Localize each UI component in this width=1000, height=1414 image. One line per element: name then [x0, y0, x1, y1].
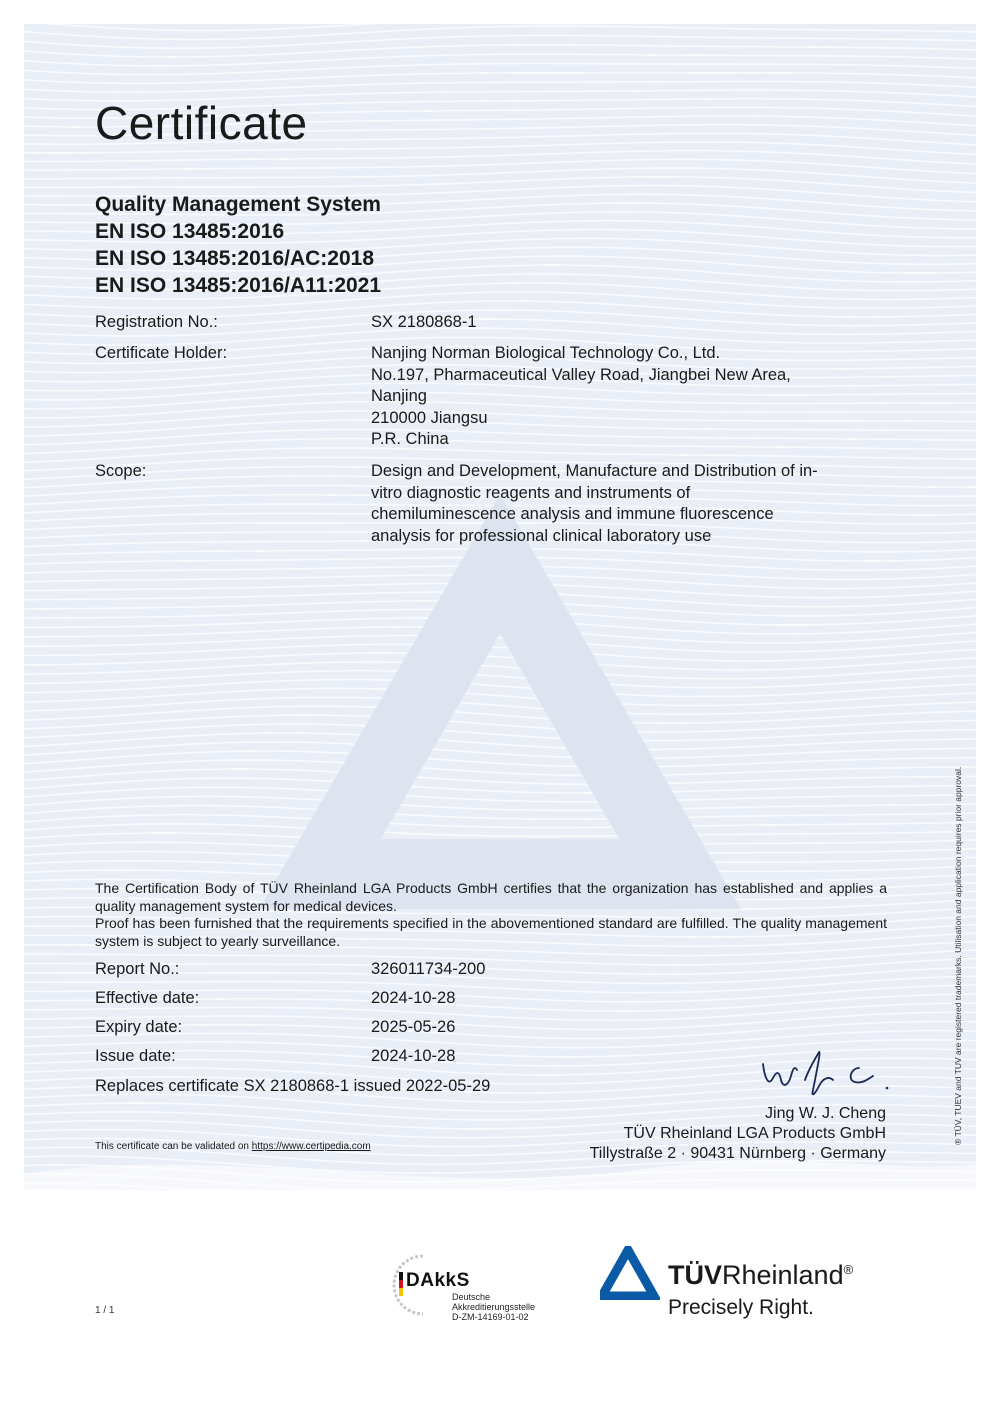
report-value: 326011734-200: [371, 960, 486, 978]
standard-line-a11: EN ISO 13485:2016/A11:2021: [95, 274, 382, 297]
signatory-org: TÜV Rheinland LGA Products GmbH: [623, 1125, 886, 1142]
page-number: 1 / 1: [95, 1305, 115, 1316]
scope-line: vitro diagnostic reagents and instruments of: [371, 483, 691, 502]
tuv-triangle-icon: [600, 1246, 660, 1300]
scope-text: [371, 461, 881, 547]
validation-link[interactable]: https://www.certipedia.com: [251, 1141, 371, 1152]
statement-paragraph: The Certification Body of TÜV Rheinland LGA Products GmbH certifies that the organization has established and applies a quality management system for medical devices.: [95, 880, 887, 914]
scope-label: Scope:: [95, 462, 147, 480]
tuv-wordmark-bold: TÜV: [668, 1260, 722, 1290]
standard-line-qms: Quality Management System: [95, 193, 381, 216]
holder-line: 210000 Jiangsu: [371, 408, 488, 427]
trademark-note: ® TÜV, TUEV and TUV are registered trademarks. Utilisation and application requires prior approval.: [953, 766, 963, 1145]
dakks-logo: [388, 1250, 548, 1330]
holder-line: No.197, Pharmaceutical Valley Road, Jiangbei New Area,: [371, 365, 791, 384]
effective-date-value: 2024-10-28: [371, 989, 456, 1007]
tuv-registered-mark: ®: [843, 1262, 854, 1277]
scope-line: analysis for professional clinical laboratory use: [371, 526, 712, 545]
scope-line: Design and Development, Manufacture and Distribution of in-: [371, 462, 818, 480]
signatory-name: Jing W. J. Cheng: [765, 1105, 886, 1122]
holder-address: [371, 343, 881, 451]
registration-label: Registration No.:: [95, 313, 218, 331]
dakks-text: [452, 1292, 535, 1322]
signatory-address: Tillystraße 2 · 90431 Nürnberg · Germany: [589, 1145, 886, 1162]
scope-line: chemiluminescence analysis and immune fluorescence: [371, 505, 774, 523]
registration-value: SX 2180868-1: [371, 313, 477, 331]
certificate-title: Certificate: [95, 97, 308, 149]
replaces-note: Replaces certificate SX 2180868-1 issued 2022-05-29: [95, 1077, 491, 1095]
standard-line-iso: EN ISO 13485:2016: [95, 220, 285, 243]
effective-date-label: Effective date:: [95, 989, 200, 1007]
validation-note: [95, 1141, 371, 1152]
issue-date-label: Issue date:: [95, 1047, 176, 1065]
report-label: Report No.:: [95, 960, 180, 978]
holder-line: P.R. China: [371, 430, 449, 448]
tuv-wordmark: [668, 1260, 853, 1291]
standard-line-ac: EN ISO 13485:2016/AC:2018: [95, 247, 374, 270]
issue-date-value: 2024-10-28: [371, 1047, 456, 1065]
dakks-wordmark: DAkkS: [406, 1270, 470, 1291]
expiry-date-value: 2025-05-26: [371, 1018, 456, 1036]
validation-text: This certificate can be validated on: [95, 1141, 249, 1152]
dakks-line: Deutsche: [452, 1292, 491, 1302]
statement-paragraph: Proof has been furnished that the requirements specified in the abovementioned standard are fulfilled. The quality management system is subject to yearly surveillance.: [95, 915, 887, 949]
expiry-date-label: Expiry date:: [95, 1018, 183, 1036]
holder-line: Nanjing: [371, 387, 427, 405]
tuv-tagline: Precisely Right.: [668, 1296, 814, 1319]
tuv-wordmark-regular: Rheinland: [722, 1260, 844, 1290]
dakks-line: Akkreditierungsstelle: [452, 1302, 536, 1312]
dakks-line: D-ZM-14169-01-02: [452, 1312, 529, 1322]
holder-label: Certificate Holder:: [95, 344, 228, 362]
holder-line: Nanjing Norman Biological Technology Co., Ltd.: [371, 344, 721, 362]
certification-statement: [95, 880, 887, 950]
signature: [755, 1046, 895, 1104]
